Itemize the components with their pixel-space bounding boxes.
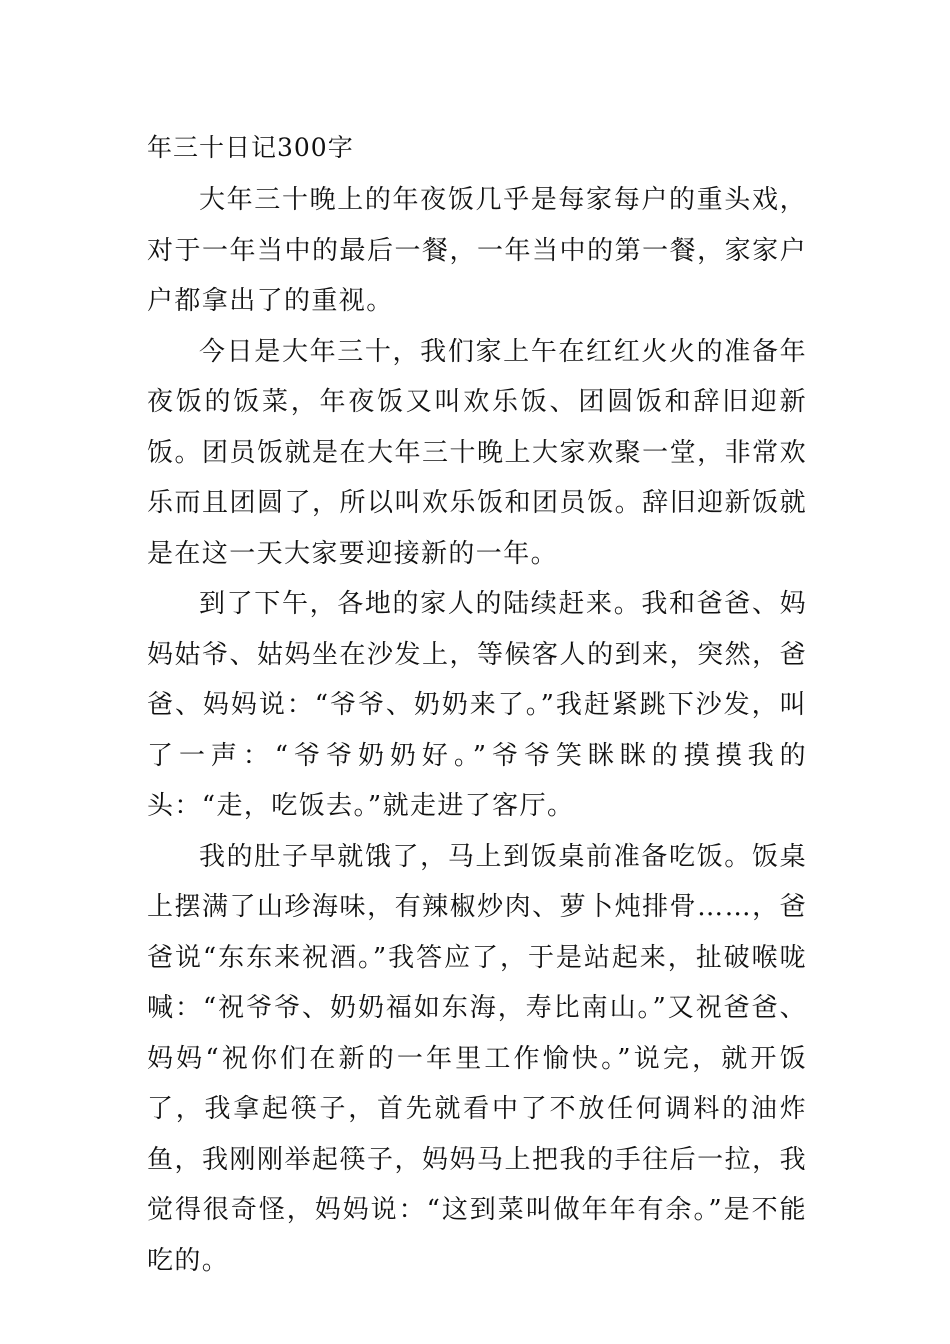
document-title: 年三十日记300字 xyxy=(147,133,354,162)
paragraph-2: 今日是大年三十，我们家上午在红红火火的准备年夜饭的饭菜，年夜饭又叫欢乐饭、团圆饭和辞旧迎新饭。团员饭就是在大年三十晚上大家欢聚一堂，非常欢乐而且团圆了，所以叫欢乐饭和团员饭。辞旧迎新饭就是在这一天大家要迎接新的一年。 xyxy=(147,336,807,569)
paragraph-4: 我的肚子早就饿了，马上到饭桌前准备吃饭。饭桌上摆满了山珍海味，有辣椒炒肉、萝卜炖排骨……，爸爸说“东东来祝酒。”我答应了，于是站起来，扯破喉咙喊：“祝爷爷、奶奶福如东海，寿比南山。”又祝爸爸、妈妈“祝你们在新的一年里工作愉快。”说完，就开饭了，我拿起筷子，首先就看中了不放任何调料的油炸鱼，我刚刚举起筷子，妈妈马上把我的手往后一拉，我觉得很奇怪，妈妈说：“这到菜叫做年年有余。”是不能吃的。 xyxy=(147,841,807,1276)
title-spacer xyxy=(147,168,807,175)
paragraph-3: 到了下午，各地的家人的陆续赶来。我和爸爸、妈妈姑爷、姑妈坐在沙发上，等候客人的到来，突然，爸爸、妈妈说：“爷爷、奶奶来了。”我赶紧跳下沙发，叫了一声：“爷爷奶奶好。”爷爷笑眯眯的摸摸我的头：“走，吃饭去。”就走进了客厅。 xyxy=(147,589,807,821)
paragraph-1: 大年三十晚上的年夜饭几乎是每家每户的重头戏，对于一年当中的最后一餐，一年当中的第一餐，家家户户都拿出了的重视。 xyxy=(147,185,807,316)
document-body xyxy=(147,128,807,1286)
